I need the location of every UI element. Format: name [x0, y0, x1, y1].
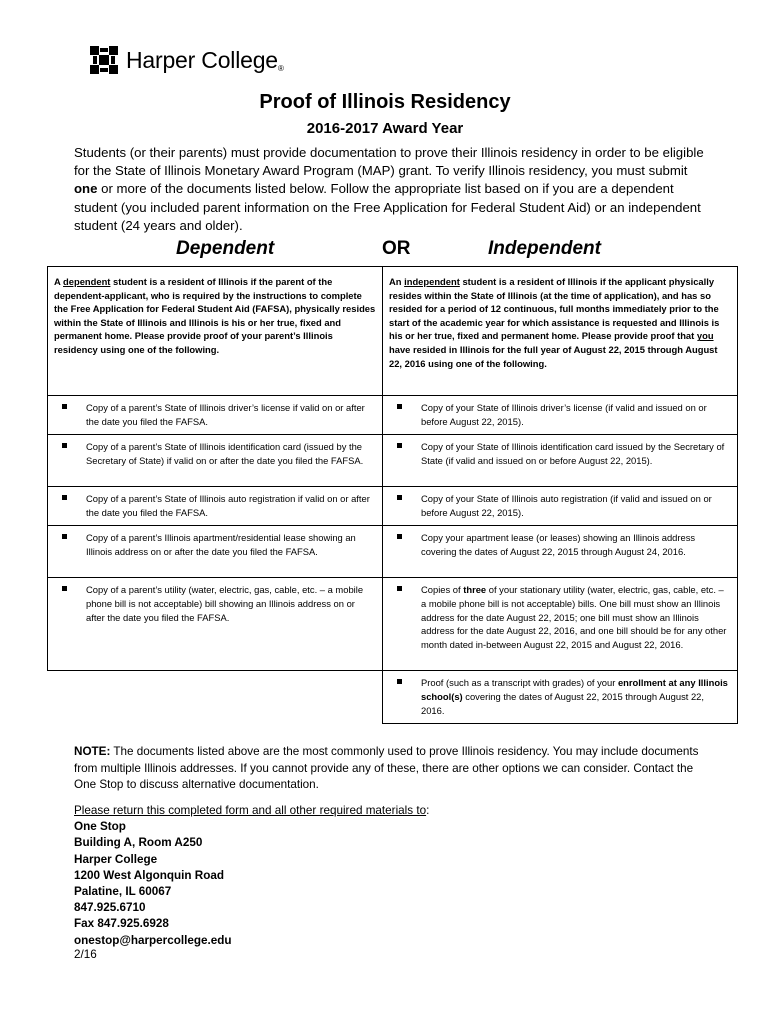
phone-number: 847.925.6710	[74, 901, 146, 915]
bullet-icon	[62, 586, 67, 591]
dependent-doc-item: Copy of a parent’s utility (water, electric, gas, cable, etc. – a mobile phone bill is not acceptable) bill showing an Illinois address on or after the date you filed the FAFSA.	[48, 578, 383, 671]
logo-text: Harper College	[126, 47, 278, 73]
independent-heading: Independent	[488, 238, 601, 259]
intro-paragraph: Students (or their parents) must provide documentation to prove their Illinois residency in order to be eligible for the State of Illinois Monetary Award Program (MAP) grant. To verify Illinois residency, you must submit one or more of the documents listed below. Follow the appropriate list based on if you are a dependent student (you included parent information on the Free Application for Federal Student Aid) or an independent student (24 years and older).	[74, 145, 704, 233]
table-row	[48, 671, 738, 724]
bullet-icon	[62, 443, 67, 448]
independent-doc-item: Copy of your State of Illinois identification card issued by the Secretary of State (if valid and issued on or before August 22, 2015).	[383, 435, 738, 487]
bullet-icon	[62, 534, 67, 539]
bullet-icon	[62, 495, 67, 500]
bullet-icon	[397, 443, 402, 448]
return-address-block	[74, 803, 714, 949]
independent-doc-item: Proof (such as a transcript with grades) of your enrollment at any Illinois school(s) covering the dates of August 22, 2015 through August 22, 2016.	[383, 671, 738, 724]
table-row	[48, 578, 738, 671]
or-heading: OR	[382, 238, 411, 259]
empty-cell	[48, 671, 383, 724]
intro-emphasis-one: one	[74, 181, 98, 197]
address-line: One Stop	[74, 820, 126, 834]
table-row	[48, 267, 738, 396]
email-address: onestop@harpercollege.edu	[74, 933, 232, 947]
dependent-heading: Dependent	[176, 238, 275, 259]
table-row	[48, 487, 738, 526]
dependent-doc-item: Copy of a parent’s Illinois apartment/residential lease showing an Illinois address on or after the date you filed the FAFSA.	[48, 526, 383, 578]
bullet-icon	[397, 404, 402, 409]
address-line: Harper College	[74, 852, 158, 866]
bullet-icon	[397, 586, 402, 591]
harper-logo-icon	[90, 46, 118, 74]
independent-definition: An independent student is a resident of Illinois if the applicant physically resides within the State of Illinois (at the time of application), and has so resided for a period of 12 continuous, full months immediately prior to the start of the academic year for which assistance is requested and Illinois is his or her true, fixed and permanent home. Please provide proof that you have resided in Illinois for the full year of August 22, 2015 through August 22, 2016 using one of the following.	[383, 267, 738, 396]
registered-mark: ®	[278, 64, 284, 73]
independent-doc-item: Copies of three of your stationary utility (water, electric, gas, cable, etc. – a mobile phone bill is not acceptable) bills. One bill must show an Illinois address for the date August 22, 2015; one bill must show an Illinois address for the date August 22, 2016, and one bill should be for any other month dated in-between August 22, 2015 and August 22, 2016.	[383, 578, 738, 671]
independent-doc-item: Copy your apartment lease (or leases) showing an Illinois address covering the dates of August 22, 2015 through August 24, 2016.	[383, 526, 738, 578]
return-instructions: Please return this completed form and all other required materials to:	[74, 804, 430, 817]
address-line: Palatine, IL 60067	[74, 885, 172, 899]
independent-doc-item: Copy of your State of Illinois auto registration (if valid and issued on or before August 22, 2015).	[383, 487, 738, 526]
page-title: Proof of Illinois Residency	[259, 91, 511, 113]
note-label: NOTE:	[74, 745, 111, 758]
dependent-doc-item: Copy of a parent’s State of Illinois driver’s license if valid on or after the date you filed the FAFSA.	[48, 396, 383, 435]
bullet-icon	[62, 404, 67, 409]
dependent-doc-item: Copy of a parent’s State of Illinois identification card (issued by the Secretary of State) if valid on or after the date you filed the FAFSA.	[48, 435, 383, 487]
note-paragraph: NOTE: The documents listed above are the most commonly used to prove Illinois residency. You may include documents from multiple Illinois addresses. If you cannot provide any of these, there are other options we can consider. Contact the One Stop to discuss alternative documentation.	[74, 745, 699, 792]
table-row	[48, 435, 738, 487]
fax-number: Fax 847.925.6928	[74, 917, 169, 931]
dependent-definition: A dependent student is a resident of Illinois if the parent of the dependent-applicant, who is required by the instructions to complete the Free Application for Federal Student Aid (FAFSA), physically resides within the State of Illinois and Illinois is his or her true, fixed and permanent home. Please provide proof of your parent’s Illinois residency using one of the following.	[48, 267, 383, 396]
table-row	[48, 526, 738, 578]
bullet-icon	[397, 534, 402, 539]
form-revision-date: 2/16	[74, 948, 97, 961]
address-line: Building A, Room A250	[74, 836, 203, 850]
address-line: 1200 West Algonquin Road	[74, 868, 225, 882]
dependent-doc-item: Copy of a parent’s State of Illinois auto registration if valid on or after the date you filed the FAFSA.	[48, 487, 383, 526]
award-year-subtitle: 2016-2017 Award Year	[306, 120, 464, 137]
independent-doc-item: Copy of your State of Illinois driver’s license (if valid and issued on or before August 22, 2015).	[383, 396, 738, 435]
bullet-icon	[397, 495, 402, 500]
residency-documents-table	[47, 266, 738, 724]
bullet-icon	[397, 679, 402, 684]
table-row	[48, 396, 738, 435]
